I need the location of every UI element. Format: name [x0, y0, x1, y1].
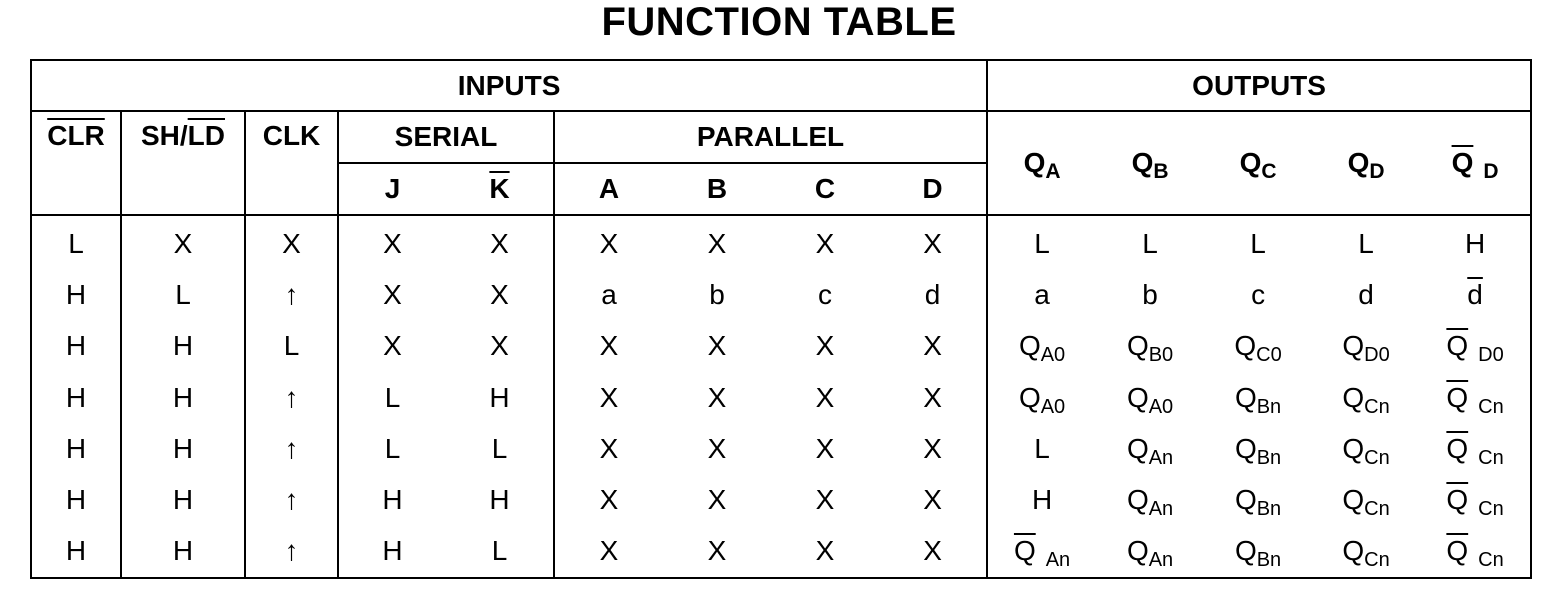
- cell-j: H: [382, 484, 403, 516]
- cell-k: H: [446, 474, 554, 525]
- header-clk: CLK: [245, 111, 338, 215]
- cell-qd-base: Q: [1342, 330, 1365, 362]
- cell-qa-base: H: [1031, 484, 1053, 516]
- cell-k: X: [446, 321, 554, 372]
- qdbar-base: $\overline{Q}$: [1451, 147, 1474, 178]
- ld-label: $\overline{LD}$: [187, 120, 225, 151]
- cell-shld: H: [121, 321, 245, 372]
- cell-qdbar: [1420, 423, 1531, 474]
- cell-qa-base: L: [1034, 227, 1050, 259]
- cell-qa-sub: An: [1045, 549, 1071, 572]
- cell-qdbar-sub: Cn: [1478, 498, 1504, 521]
- cell-qd: [1312, 423, 1420, 474]
- cell-c: X: [815, 484, 835, 516]
- cell-c: X: [815, 381, 835, 413]
- qc-base: Q: [1239, 147, 1262, 178]
- cell-qa: [987, 321, 1096, 372]
- cell-qd-base: Q: [1342, 535, 1365, 567]
- qb-base: Q: [1131, 147, 1154, 178]
- header-b: B: [663, 163, 771, 215]
- cell-clk: ↑: [245, 372, 338, 423]
- cell-qa: [987, 372, 1096, 423]
- cell-a: X: [599, 432, 619, 464]
- qd-base: Q: [1347, 147, 1370, 178]
- cell-qc-base: Q: [1234, 535, 1257, 567]
- cell-qd: [1312, 321, 1420, 372]
- cell-qdbar-sub: Cn: [1478, 395, 1504, 418]
- parallel-group-header: PARALLEL: [554, 111, 987, 163]
- cell-qdbar-base: H: [1464, 227, 1486, 259]
- cell-qb: [1096, 215, 1204, 269]
- cell-qd: [1312, 526, 1420, 578]
- cell-qc: [1204, 372, 1312, 423]
- cell-d: X: [879, 474, 987, 525]
- cell-qa-base: a: [1034, 278, 1050, 310]
- cell-qb: [1096, 474, 1204, 525]
- cell-qb: [1096, 269, 1204, 320]
- cell-clk: X: [245, 215, 338, 269]
- cell-qc: [1204, 474, 1312, 525]
- cell-b: X: [707, 484, 727, 516]
- function-table: [30, 59, 1532, 579]
- cell-qd-base: L: [1358, 227, 1374, 259]
- cell-k: L: [446, 526, 554, 578]
- header-k: [446, 163, 554, 215]
- cell-qc-sub: Bn: [1256, 498, 1282, 521]
- page-title: FUNCTION TABLE: [601, 0, 957, 44]
- table-row: [31, 526, 1531, 578]
- cell-qc: [1204, 526, 1312, 578]
- cell-qc: [1204, 269, 1312, 320]
- cell-qb: [1096, 526, 1204, 578]
- cell-qdbar: [1420, 269, 1531, 320]
- cell-qdbar-sub: Cn: [1478, 549, 1504, 572]
- cell-qdbar: [1420, 474, 1531, 525]
- cell-qb-base: Q: [1126, 432, 1149, 464]
- cell-qb-base: Q: [1126, 484, 1149, 516]
- cell-qc-sub: C0: [1256, 344, 1282, 367]
- inputs-group-header: INPUTS: [31, 60, 987, 111]
- cell-a: X: [599, 484, 619, 516]
- cell-clr: H: [31, 372, 121, 423]
- qa-base: Q: [1023, 147, 1046, 178]
- cell-qd-base: Q: [1342, 432, 1365, 464]
- cell-b: X: [707, 535, 727, 567]
- cell-qa: [987, 269, 1096, 320]
- cell-qb-sub: B0: [1148, 344, 1174, 367]
- table-row: [31, 269, 1531, 320]
- cell-c: X: [815, 330, 835, 362]
- cell-j: X: [383, 227, 402, 259]
- cell-qd-sub: Cn: [1364, 549, 1390, 572]
- cell-qb: [1096, 321, 1204, 372]
- serial-group-header: SERIAL: [338, 111, 554, 163]
- cell-k: X: [446, 269, 554, 320]
- cell-qa: [987, 526, 1096, 578]
- cell-a: a: [601, 278, 617, 310]
- cell-j: L: [384, 432, 401, 464]
- cell-qd: [1312, 215, 1420, 269]
- cell-clk: ↑: [245, 526, 338, 578]
- cell-d: X: [879, 526, 987, 578]
- cell-j: X: [383, 278, 402, 310]
- cell-qb: [1096, 372, 1204, 423]
- header-qc: [1204, 111, 1312, 215]
- cell-qa: [987, 215, 1096, 269]
- table-row: [31, 321, 1531, 372]
- cell-shld: L: [121, 269, 245, 320]
- qa-sub: A: [1045, 160, 1061, 183]
- qdbar-sub: D: [1483, 160, 1499, 183]
- cell-qc: [1204, 423, 1312, 474]
- table-row: [31, 423, 1531, 474]
- qc-sub: C: [1261, 160, 1277, 183]
- cell-qb-base: L: [1142, 227, 1158, 259]
- table-row: [31, 474, 1531, 525]
- cell-qc-sub: Bn: [1256, 395, 1282, 418]
- header-qd: [1312, 111, 1420, 215]
- cell-clr: H: [31, 321, 121, 372]
- cell-c: X: [815, 535, 835, 567]
- cell-qdbar: [1420, 321, 1531, 372]
- cell-qd-sub: Cn: [1364, 395, 1390, 418]
- cell-qb-sub: A0: [1148, 395, 1174, 418]
- cell-qa-base: $\overline{Q}$: [1013, 535, 1036, 567]
- cell-c: c: [818, 278, 832, 310]
- cell-c: X: [815, 227, 835, 259]
- cell-k: X: [446, 215, 554, 269]
- cell-qb-base: Q: [1126, 330, 1149, 362]
- cell-qb-base: b: [1142, 278, 1158, 310]
- cell-qdbar-sub: Cn: [1478, 446, 1504, 469]
- cell-b: X: [707, 227, 727, 259]
- table-body: [31, 215, 1531, 578]
- cell-b: X: [707, 330, 727, 362]
- cell-qd-base: d: [1358, 278, 1374, 310]
- header-j: J: [338, 163, 446, 215]
- header-a: A: [554, 163, 663, 215]
- cell-qb: [1096, 423, 1204, 474]
- cell-qd-sub: Cn: [1364, 498, 1390, 521]
- cell-qdbar-base: $\overline{d}$: [1467, 278, 1483, 310]
- header-qd-bar: [1420, 111, 1531, 215]
- cell-shld: H: [121, 526, 245, 578]
- cell-b: b: [709, 278, 725, 310]
- cell-d: d: [879, 269, 987, 320]
- cell-qdbar-base: $\overline{Q}$: [1446, 484, 1469, 516]
- cell-qdbar: [1420, 372, 1531, 423]
- header-clr: [31, 111, 121, 215]
- cell-qb-sub: An: [1148, 498, 1174, 521]
- cell-qd-sub: D0: [1364, 344, 1390, 367]
- cell-qdbar-base: $\overline{Q}$: [1446, 330, 1469, 362]
- clr-label: $\overline{CLR}$: [47, 120, 105, 151]
- cell-qa: [987, 423, 1096, 474]
- cell-qdbar-base: $\overline{Q}$: [1446, 535, 1469, 567]
- header-qa: [987, 111, 1096, 215]
- sh-label: SH/: [140, 120, 188, 151]
- cell-clr: H: [31, 474, 121, 525]
- cell-qa-base: Q: [1018, 381, 1041, 413]
- cell-clk: ↑: [245, 474, 338, 525]
- cell-d: X: [879, 215, 987, 269]
- cell-qb-base: Q: [1126, 381, 1149, 413]
- cell-qc-base: Q: [1234, 330, 1257, 362]
- cell-qd: [1312, 269, 1420, 320]
- cell-qb-sub: An: [1148, 549, 1174, 572]
- cell-qb-sub: An: [1148, 446, 1174, 469]
- cell-k: L: [446, 423, 554, 474]
- cell-qd-base: Q: [1342, 381, 1365, 413]
- cell-k: H: [446, 372, 554, 423]
- cell-qdbar: [1420, 215, 1531, 269]
- cell-clk: ↑: [245, 269, 338, 320]
- cell-clr: H: [31, 423, 121, 474]
- cell-clk: ↑: [245, 423, 338, 474]
- cell-qc-base: Q: [1234, 484, 1257, 516]
- cell-b: X: [707, 432, 727, 464]
- cell-qd-sub: Cn: [1364, 446, 1390, 469]
- cell-a: X: [599, 330, 619, 362]
- cell-j: L: [384, 381, 401, 413]
- cell-d: X: [879, 423, 987, 474]
- cell-qa-base: Q: [1018, 330, 1041, 362]
- cell-qdbar-base: $\overline{Q}$: [1446, 432, 1469, 464]
- cell-b: X: [707, 381, 727, 413]
- cell-a: X: [599, 535, 619, 567]
- cell-shld: H: [121, 423, 245, 474]
- cell-qb-base: Q: [1126, 535, 1149, 567]
- cell-shld: X: [121, 215, 245, 269]
- cell-qa-sub: A0: [1040, 344, 1066, 367]
- cell-qd: [1312, 372, 1420, 423]
- cell-c: X: [815, 432, 835, 464]
- cell-qdbar-base: $\overline{Q}$: [1446, 381, 1469, 413]
- cell-shld: H: [121, 372, 245, 423]
- cell-a: X: [599, 381, 619, 413]
- cell-shld: H: [121, 474, 245, 525]
- cell-qa-base: L: [1034, 432, 1050, 464]
- cell-qc-sub: Bn: [1256, 549, 1282, 572]
- cell-qd-base: Q: [1342, 484, 1365, 516]
- cell-qc-base: Q: [1234, 381, 1257, 413]
- cell-qd: [1312, 474, 1420, 525]
- cell-qa-sub: A0: [1040, 395, 1066, 418]
- cell-qdbar-sub: D0: [1478, 344, 1504, 367]
- cell-qc-base: Q: [1234, 432, 1257, 464]
- cell-j: X: [383, 330, 402, 362]
- header-c: C: [771, 163, 879, 215]
- cell-qc: [1204, 215, 1312, 269]
- cell-qc-base: L: [1250, 227, 1266, 259]
- qd-sub: D: [1369, 160, 1385, 183]
- header-qb: [1096, 111, 1204, 215]
- cell-qc-base: c: [1251, 278, 1266, 310]
- cell-d: X: [879, 372, 987, 423]
- cell-d: X: [879, 321, 987, 372]
- cell-clk: L: [245, 321, 338, 372]
- table-row: [31, 215, 1531, 269]
- cell-clr: H: [31, 269, 121, 320]
- header-d: D: [879, 163, 987, 215]
- header-sh-ld: [121, 111, 245, 215]
- cell-qdbar: [1420, 526, 1531, 578]
- cell-qc-sub: Bn: [1256, 446, 1282, 469]
- cell-clr: H: [31, 526, 121, 578]
- cell-clr: L: [31, 215, 121, 269]
- cell-qa: [987, 474, 1096, 525]
- qb-sub: B: [1153, 160, 1169, 183]
- table-row: [31, 372, 1531, 423]
- k-label: $\overline{K}$: [489, 173, 510, 204]
- outputs-group-header: OUTPUTS: [987, 60, 1531, 111]
- cell-a: X: [599, 227, 619, 259]
- cell-j: H: [382, 535, 403, 567]
- cell-qc: [1204, 321, 1312, 372]
